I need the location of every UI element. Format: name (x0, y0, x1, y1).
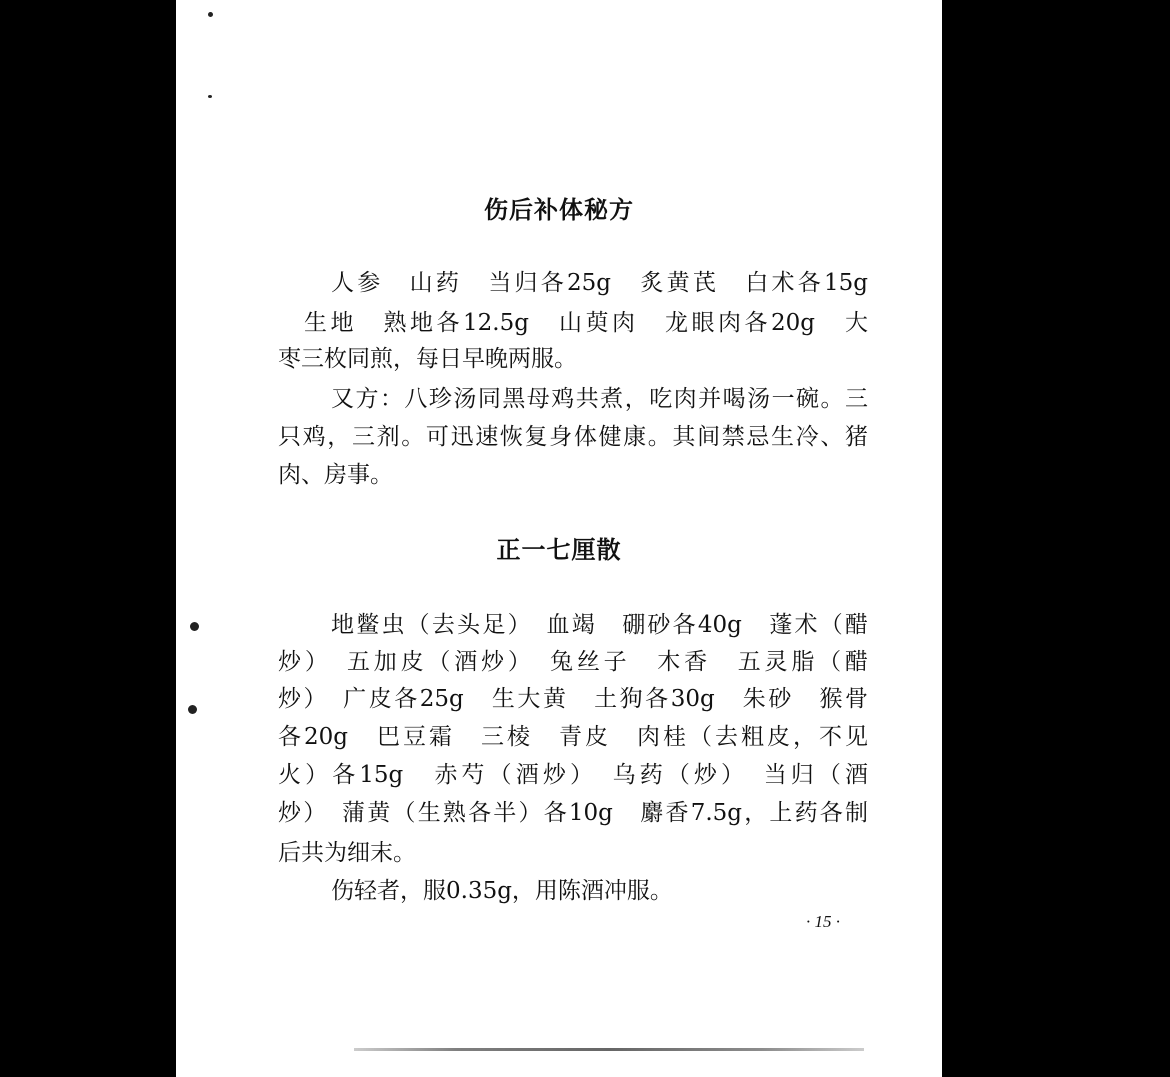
paragraph-line: 伤轻者，服0.35g，用陈酒冲服。 (331, 878, 673, 904)
paragraph-line: 肉、房事。 (278, 462, 393, 488)
paragraph-line: 地鳖虫（去头足） 血竭 硼砂各40g 蓬术（醋 (331, 612, 868, 638)
scan-speck (208, 12, 213, 17)
paragraph-line: 炒） 蒲黄（生熟各半）各10g 麝香7.5g，上药各制 (278, 800, 868, 826)
paragraph-line: 各20g 巴豆霜 三棱 青皮 肉桂（去粗皮，不见 (278, 724, 868, 750)
scan-artifact-line (354, 1048, 864, 1051)
page-number: · 15 · (806, 912, 840, 931)
paragraph-line: 人参 山药 当归各25g 炙黄芪 白术各15g (331, 270, 868, 296)
paragraph-line: 又方：八珍汤同黑母鸡共煮，吃肉并喝汤一碗。三 (331, 386, 868, 412)
scan-speck (208, 95, 212, 98)
paragraph-line: 炒） 广皮各25g 生大黄 土狗各30g 朱砂 猴骨 (278, 686, 868, 712)
section-title-2: 正一七厘散 (496, 536, 622, 564)
paragraph-line: 炒） 五加皮（酒炒） 兔丝子 木香 五灵脂（醋 (278, 649, 868, 675)
scan-speck (188, 705, 197, 714)
paragraph-line: 枣三枚同煎，每日早晚两服。 (278, 346, 577, 372)
paragraph-line: 生地 熟地各12.5g 山萸肉 龙眼肉各20g 大 (304, 310, 868, 336)
paragraph-line: 只鸡，三剂。可迅速恢复身体健康。其间禁忌生冷、猪 (278, 424, 868, 450)
paragraph-line: 火）各15g 赤芍（酒炒） 乌药（炒） 当归（酒 (278, 762, 868, 788)
book-page (176, 0, 942, 1077)
scan-speck (190, 622, 199, 631)
paragraph-line: 后共为细末。 (278, 840, 416, 866)
section-title-1: 伤后补体秘方 (484, 196, 634, 224)
